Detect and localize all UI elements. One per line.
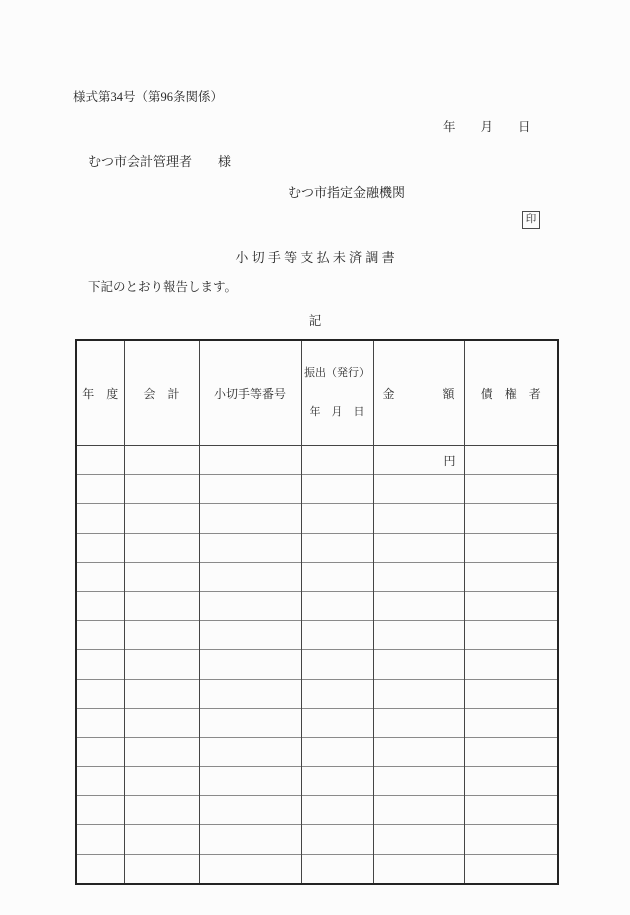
table-cell [464, 737, 558, 766]
table-cell [199, 621, 301, 650]
seal-stamp-box: 印 [522, 211, 540, 229]
table-cell [301, 621, 373, 650]
table-cell [301, 796, 373, 825]
table-cell [124, 854, 199, 884]
table-cell [124, 562, 199, 591]
table-cell [373, 679, 464, 708]
unpaid-checks-table [75, 339, 559, 885]
table-cell [76, 679, 124, 708]
table-row [76, 708, 558, 737]
table-cell [76, 475, 124, 504]
table-cell [76, 708, 124, 737]
column-header-creditor: 債 権 者 [464, 340, 558, 446]
table-cell [373, 767, 464, 796]
table-row [76, 767, 558, 796]
table-cell [124, 621, 199, 650]
table-cell [464, 446, 558, 475]
table-cell [301, 825, 373, 854]
recipient-line: むつ市会計管理者 様 [88, 154, 232, 169]
table-cell [301, 562, 373, 591]
table-cell [301, 767, 373, 796]
table-cell [199, 475, 301, 504]
table-cell [373, 591, 464, 620]
table-cell [464, 621, 558, 650]
record-marker: 記 [308, 314, 322, 328]
table-header-row [76, 340, 558, 446]
table-cell [76, 533, 124, 562]
table-cell [464, 562, 558, 591]
table-cell [124, 475, 199, 504]
table-cell [373, 854, 464, 884]
column-header-issue-date [301, 340, 373, 446]
table-row [76, 562, 558, 591]
table-row [76, 650, 558, 679]
table-cell [373, 825, 464, 854]
table-cell [373, 475, 464, 504]
table-cell [124, 679, 199, 708]
table-row [76, 591, 558, 620]
sender-line: むつ市指定金融機関 [288, 185, 406, 200]
table-cell [373, 562, 464, 591]
table-cell [373, 621, 464, 650]
table-row [76, 533, 558, 562]
table-cell [464, 679, 558, 708]
table-cell [199, 796, 301, 825]
table-cell [76, 854, 124, 884]
column-header-check-number: 小切手等番号 [199, 340, 301, 446]
table-cell [373, 533, 464, 562]
table-cell [464, 767, 558, 796]
table-row [76, 825, 558, 854]
table-cell [76, 825, 124, 854]
table-cell [464, 504, 558, 533]
table-row [76, 854, 558, 884]
table-cell [199, 446, 301, 475]
column-header-fiscal-year: 年 度 [76, 340, 124, 446]
table-cell [199, 679, 301, 708]
table-cell [464, 475, 558, 504]
table-row [76, 446, 558, 475]
table-cell [76, 767, 124, 796]
table-cell [199, 533, 301, 562]
table-cell [199, 562, 301, 591]
table-cell [124, 796, 199, 825]
table-cell [124, 504, 199, 533]
table-cell [124, 737, 199, 766]
table-cell [199, 650, 301, 679]
table-cell [199, 825, 301, 854]
table-cell [301, 591, 373, 620]
table-cell [373, 796, 464, 825]
table-cell [301, 650, 373, 679]
issue-date-label-line1: 振出（発行） [304, 367, 370, 379]
table-cell [373, 708, 464, 737]
table-cell [76, 562, 124, 591]
table-cell [464, 708, 558, 737]
amount-unit-cell: 円 [373, 446, 464, 475]
table-cell [76, 504, 124, 533]
table-cell [124, 446, 199, 475]
table-cell [301, 737, 373, 766]
table-cell [464, 854, 558, 884]
table-cell [199, 737, 301, 766]
table-cell [301, 708, 373, 737]
table-cell [373, 504, 464, 533]
table-cell [76, 591, 124, 620]
table-cell [464, 796, 558, 825]
table-cell [301, 533, 373, 562]
table-cell [124, 591, 199, 620]
table-cell [199, 504, 301, 533]
table-row [76, 737, 558, 766]
table-cell [76, 621, 124, 650]
table-cell [124, 650, 199, 679]
table-row [76, 679, 558, 708]
column-header-account: 会 計 [124, 340, 199, 446]
table-cell [124, 767, 199, 796]
table-cell [301, 475, 373, 504]
table-cell [373, 737, 464, 766]
table-cell [199, 767, 301, 796]
document-title: 小 切 手 等 支 払 未 済 調 書 [235, 250, 395, 265]
intro-sentence: 下記のとおり報告します。 [88, 280, 238, 294]
column-header-amount: 金 額 [373, 340, 464, 446]
table-cell [464, 591, 558, 620]
table-cell [199, 708, 301, 737]
form-number: 様式第34号（第96条関係） [73, 90, 224, 104]
table-cell [301, 854, 373, 884]
date-field: 年 月 日 [443, 120, 531, 134]
issue-date-label-line2: 年 月 日 [309, 406, 365, 418]
table-cell [124, 533, 199, 562]
table-cell [464, 825, 558, 854]
table-row [76, 796, 558, 825]
table-cell [301, 679, 373, 708]
table-row [76, 475, 558, 504]
table-cell [76, 650, 124, 679]
table-cell [76, 796, 124, 825]
table-cell [464, 650, 558, 679]
table-cell [124, 825, 199, 854]
table-cell [464, 533, 558, 562]
table-cell [76, 446, 124, 475]
table-cell [373, 650, 464, 679]
table-cell [199, 591, 301, 620]
table-cell [301, 504, 373, 533]
table-cell [76, 737, 124, 766]
table-cell [124, 708, 199, 737]
table-cell [199, 854, 301, 884]
table-row [76, 621, 558, 650]
table-body [76, 446, 558, 884]
table-row [76, 504, 558, 533]
table-cell [301, 446, 373, 475]
